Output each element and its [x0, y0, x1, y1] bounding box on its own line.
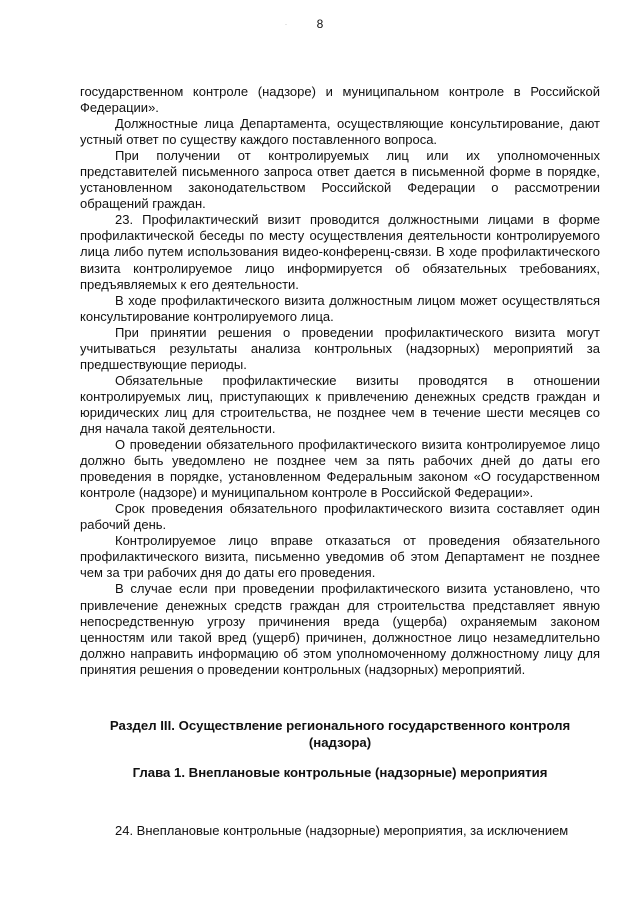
scan-speck: · — [285, 22, 287, 28]
paragraph: государственном контроле (надзоре) и муниципальном контроле в Российской Федерации». — [80, 84, 600, 116]
paragraph: Обязательные профилактические визиты проводятся в отношении контролируемых лиц, приступающих к привлечению денежных средств граждан и юридических лиц для строительства, не позднее чем в течение шести месяцев со дня начала такой деятельности. — [80, 372, 600, 436]
paragraph: О проведении обязательного профилактического визита контролируемое лицо должно быть уведомлено не позднее чем за пять рабочих дней до даты его проведения в порядке, установленном Федеральным законом «О государственном контроле (надзоре) и муниципальном контроле в Российской Федерации». — [80, 437, 600, 501]
body-text — [80, 84, 600, 678]
paragraph: В ходе профилактического визита должностным лицом может осуществляться консультирование контролируемого лица. — [80, 292, 600, 324]
paragraph-24-start: 24. Внеплановые контрольные (надзорные) мероприятия, за исключением — [115, 823, 569, 838]
paragraph: При получении от контролируемых лиц или их уполномоченных представителей письменного запроса ответ дается в письменной форме в порядке, установленном законодательством Российской Федерации о рассмотрении обращений граждан. — [80, 148, 600, 212]
paragraph: Контролируемое лицо вправе отказаться от проведения обязательного профилактического визита, письменно уведомив об этом Департамент не позднее чем за три рабочих дня до даты его проведения. — [80, 533, 600, 581]
chapter-heading: Глава 1. Внеплановые контрольные (надзорные) мероприятия — [132, 765, 548, 780]
paragraph: В случае если при проведении профилактического визита установлено, что привлечение денежных средств граждан для строительства представляет явную непосредственную угрозу причинения вреда (ущерба) охраняемым законом ценностям или такой вред (ущерб) причинен, должностное лицо незамедлительно должно направить информацию об этом уполномоченному должностному лицу для принятия решения о проведении контрольных (надзорных) мероприятий. — [80, 581, 600, 677]
section-heading: Раздел III. Осуществление регионального государственного контроля (надзора) — [109, 718, 571, 750]
paragraph: 23. Профилактический визит проводится должностными лицами в форме профилактической беседы по месту осуществления деятельности контролируемого лица либо путем использования видео-конференц-связи. В ходе профилактического визита контролируемое лицо информируется об обязательных требованиях, предъявляемых к его деятельности. — [80, 212, 600, 292]
page-number: 8 — [316, 17, 324, 31]
paragraph: При принятии решения о проведении профилактического визита могут учитываться результаты анализа контрольных (надзорных) мероприятий за предшествующие периоды. — [80, 324, 600, 372]
paragraph: Срок проведения обязательного профилактического визита составляет один рабочий день. — [80, 501, 600, 533]
paragraph: Должностные лица Департамента, осуществляющие консультирование, дают устный ответ по существу каждого поставленного вопроса. — [80, 116, 600, 148]
